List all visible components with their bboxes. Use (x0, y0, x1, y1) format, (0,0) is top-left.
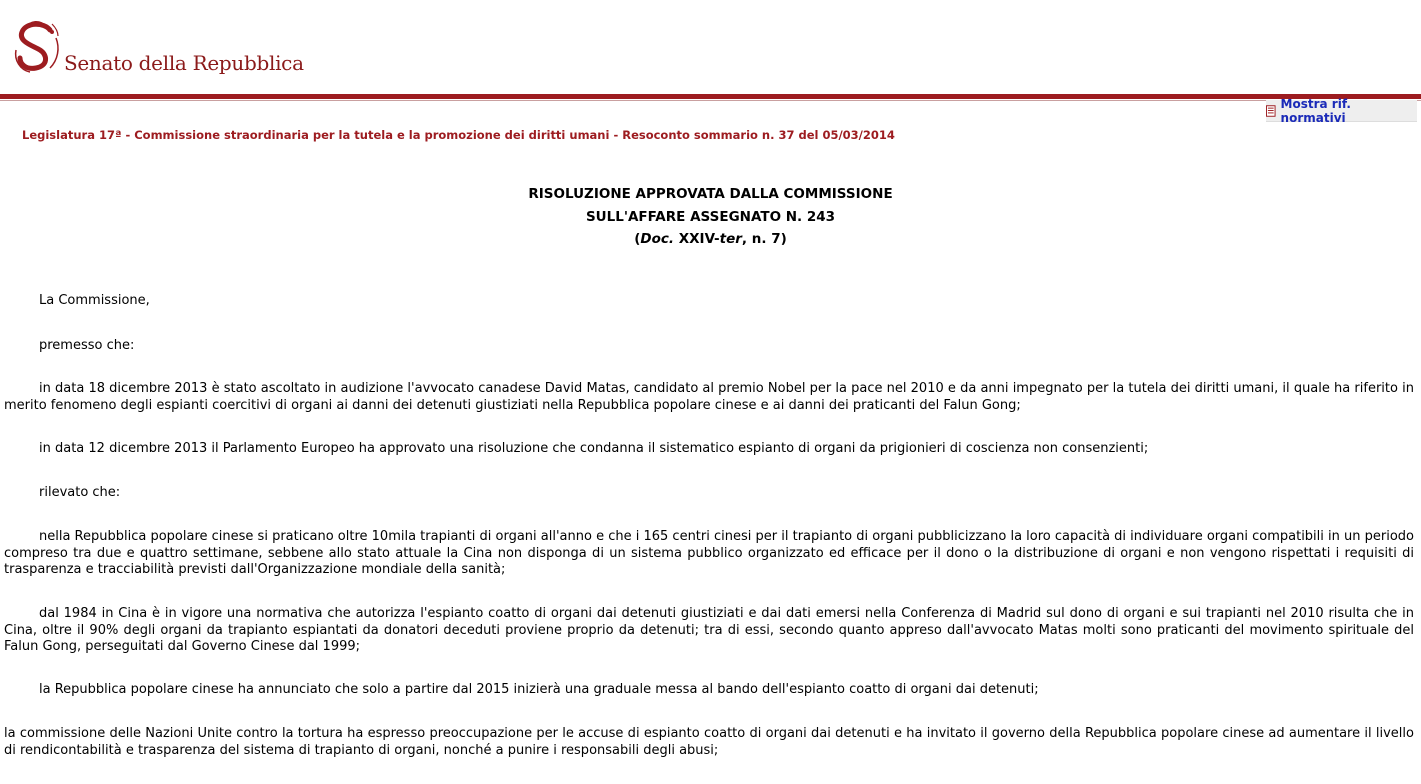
resolution-title (0, 183, 1421, 251)
ter-label: ter (719, 231, 742, 247)
site-title[interactable]: Senato della Repubblica (64, 51, 304, 75)
paragraph-messa-al-bando: la Repubblica popolare cinese ha annunciato che solo a partire dal 2015 inizierà una graduale messa al bando dell'espianto coatto di organi dai detenuti; (39, 682, 1039, 697)
title-line-3: (Doc. XXIV-ter, n. 7) (634, 231, 787, 247)
paragraph-parlamento: in data 12 dicembre 2013 il Parlamento Europeo ha approvato una risoluzione che condanna il sistematico espianto di organi da prigionieri di coscienza non consenzienti; (39, 441, 1149, 456)
header-divider-thin (0, 100, 1421, 101)
show-references-label[interactable]: Mostra rif. normativi (1280, 96, 1351, 125)
header-divider (0, 94, 1421, 99)
paragraph-audizione: in data 18 dicembre 2013 è stato ascoltato in audizione l'avvocato canadese David Matas, candidato al premio Nobel per la pace nel 2010 e da anni impegnato per la tutela dei diritti umani, il quale ha riferito in merito fenomeno degli espianti coercitivi di organi ai danni dei detenuti giustiziati nella Repubblica popolare cinese e ai danni dei praticanti del Falun Gong; (4, 381, 1414, 413)
doc-label: Doc. (640, 231, 675, 247)
title-line-2: SULL'AFFARE ASSEGNATO N. 243 (585, 208, 836, 225)
paragraph-premesso: premesso che: (39, 338, 135, 353)
document-icon (1266, 105, 1276, 117)
breadcrumb: Legislatura 17ª - Commissione straordinaria per la tutela e la promozione dei diritti umani - Resoconto sommario n. 37 del 05/03/2014 (22, 128, 895, 142)
title-line-1: RISOLUZIONE APPROVATA DALLA COMMISSIONE (528, 186, 893, 202)
show-references-link[interactable] (1266, 96, 1417, 125)
senato-logo-icon[interactable] (12, 20, 64, 74)
paragraph-normativa: dal 1984 in Cina è in vigore una normativa che autorizza l'espianto coatto di organi dai detenuti giustiziati e dai dati emersi nella Conferenza di Madrid sul dono di organi e sui trapianti nel 2010 risulta che in Cina, oltre il 90% degli organi da trapianto espiantati da donatori deceduti proviene proprio da detenuti; tra di essi, secondo quanto appreso dall'avvocato Matas molti sono praticanti del movimento spirituale del Falun Gong, perseguitati dal Governo Cinese dal 1999; (4, 606, 1414, 654)
paragraph-commission: La Commissione, (39, 293, 150, 308)
paragraph-nazioni-unite: la commissione delle Nazioni Unite contro la tortura ha espresso preoccupazione per le accuse di espianto coatto di organi dai detenuti e ha invitato il governo della Repubblica popolare cinese ad aumentare il livello di rendicontabilità e trasparenza del sistema di trapianto di organi, nonché a punire i responsabili degli abusi; (4, 726, 1414, 758)
paragraph-rilevato: rilevato che: (39, 485, 121, 500)
paragraph-trapianti: nella Repubblica popolare cinese si praticano oltre 10mila trapianti di organi all'anno e che i 165 centri cinesi per il trapianto di organi pubblicizzano la loro capacità di individuare organi compatibili in un periodo compreso tra due e quattro settimane, sebbene allo stato attuale la Cina non disponga di un sistema pubblico organizzato ed efficace per il dono o la distribuzione di organi e non vengono rispettati i requisiti di trasparenza e tracciabilità previsti dall'Organizzazione mondiale della sanità; (4, 529, 1414, 577)
site-header (0, 0, 1421, 94)
